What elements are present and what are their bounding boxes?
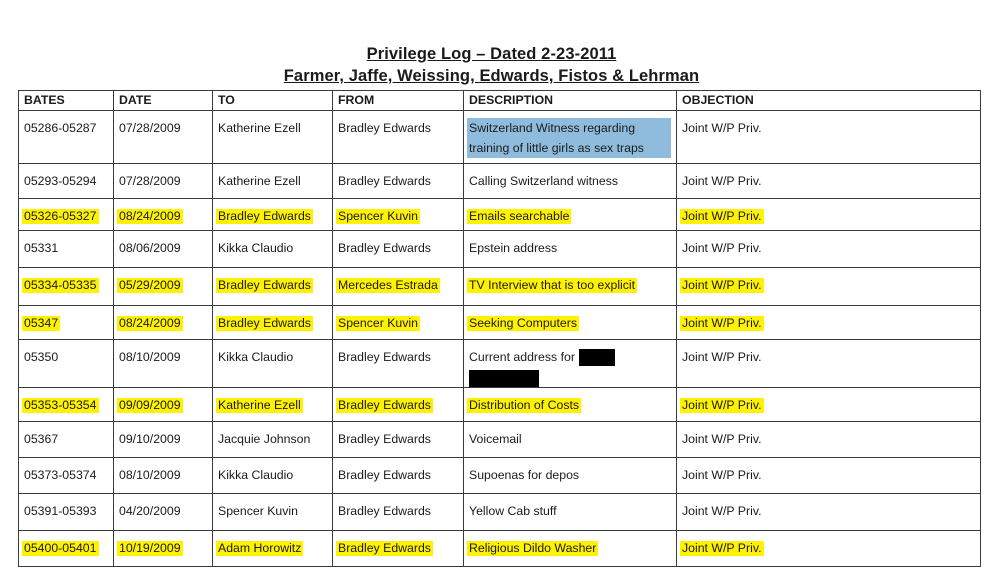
cell-description-text: Supoenas for depos: [469, 468, 580, 483]
cell-objection: [677, 199, 981, 231]
cell-from: [333, 340, 464, 388]
cell-to: [213, 458, 333, 494]
cell-bates: [19, 306, 114, 340]
cell-from-text: Bradley Edwards: [338, 468, 431, 483]
cell-from-text: Bradley Edwards: [338, 121, 431, 135]
cell-bates: [19, 199, 114, 231]
cell-from-text: Bradley Edwards: [338, 350, 431, 364]
cell-from-text: Bradley Edwards: [338, 541, 431, 556]
cell-bates-text: 05353-05354: [24, 398, 97, 413]
cell-to: [213, 494, 333, 531]
cell-to-text: Bradley Edwards: [218, 209, 311, 223]
cell-date-text: 08/10/2009: [119, 468, 181, 483]
cell-bates-text: 05293-05294: [24, 174, 97, 188]
cell-bates-text: 05286-05287: [24, 121, 97, 135]
cell-date: [114, 111, 213, 164]
cell-description-text: TV Interview that is too explicit: [469, 278, 636, 292]
cell-description-text: Distribution of Costs: [469, 398, 580, 413]
cell-date: [114, 306, 213, 340]
cell-date-text: 08/24/2009: [119, 316, 181, 330]
cell-from-text: Mercedes Estrada: [338, 278, 438, 292]
cell-date: [114, 458, 213, 494]
cell-date-text: 08/10/2009: [119, 350, 181, 364]
cell-bates: [19, 231, 114, 268]
cell-to-text: Katherine Ezell: [218, 174, 301, 188]
cell-to-text: Adam Horowitz: [218, 541, 302, 556]
cell-description-text: Calling Switzerland witness: [469, 174, 618, 188]
cell-to-text: Bradley Edwards: [218, 316, 311, 330]
cell-to: [213, 531, 333, 567]
table-row: [19, 494, 981, 531]
cell-bates-text: 05334-05335: [24, 278, 97, 292]
cell-description: [464, 164, 677, 199]
table-row: [19, 340, 981, 388]
cell-description: [464, 388, 677, 422]
cell-date: [114, 199, 213, 231]
cell-description-text: Voicemail: [469, 432, 522, 447]
cell-objection: [677, 531, 981, 567]
header-date: DATE: [114, 91, 213, 111]
header-to: TO: [213, 91, 333, 111]
header-objection: OBJECTION: [677, 91, 981, 111]
cell-objection-text: Joint W/P Priv.: [682, 174, 762, 188]
cell-to: [213, 268, 333, 306]
cell-bates: [19, 268, 114, 306]
cell-description: [464, 340, 677, 388]
cell-bates-text: 05373-05374: [24, 468, 97, 483]
cell-description: [464, 199, 677, 231]
cell-bates-text: 05350: [24, 350, 59, 364]
cell-objection-text: Joint W/P Priv.: [682, 541, 762, 556]
cell-description: [464, 306, 677, 340]
cell-from-text: Bradley Edwards: [338, 432, 431, 447]
cell-from: [333, 268, 464, 306]
cell-from-text: Spencer Kuvin: [338, 209, 418, 223]
table-row: [19, 306, 981, 340]
cell-description-text: Epstein address: [469, 241, 558, 255]
cell-objection-text: Joint W/P Priv.: [682, 504, 762, 519]
table-row: [19, 231, 981, 268]
cell-objection-text: Joint W/P Priv.: [682, 316, 762, 330]
cell-date-text: 05/29/2009: [119, 278, 181, 292]
cell-objection: [677, 458, 981, 494]
cell-date-text: 09/09/2009: [119, 398, 181, 413]
cell-bates: [19, 422, 114, 458]
table-row: [19, 199, 981, 231]
table-row: [19, 388, 981, 422]
table-row: [19, 268, 981, 306]
cell-date: [114, 388, 213, 422]
cell-to-text: Spencer Kuvin: [218, 504, 298, 519]
cell-from: [333, 231, 464, 268]
cell-bates: [19, 388, 114, 422]
cell-date-text: 09/10/2009: [119, 432, 181, 447]
cell-objection: [677, 388, 981, 422]
cell-description-text: Switzerland Witness regarding training of little girls as sex traps: [467, 118, 671, 158]
cell-objection-text: Joint W/P Priv.: [682, 278, 762, 292]
document-title: Privilege Log – Dated 2-23-2011: [366, 45, 617, 63]
cell-bates-text: 05347: [24, 316, 59, 330]
cell-to-text: Bradley Edwards: [218, 278, 311, 292]
cell-from: [333, 164, 464, 199]
cell-to-text: Katherine Ezell: [218, 121, 301, 135]
cell-date: [114, 494, 213, 531]
redaction-bar: [469, 370, 539, 387]
cell-from: [333, 306, 464, 340]
cell-from: [333, 531, 464, 567]
cell-to-text: Kikka Claudio: [218, 350, 294, 364]
cell-objection-text: Joint W/P Priv.: [682, 350, 762, 364]
cell-to: [213, 199, 333, 231]
cell-bates: [19, 494, 114, 531]
cell-objection: [677, 231, 981, 268]
redaction-bar: [579, 349, 615, 366]
cell-description-text: Emails searchable: [469, 209, 570, 223]
cell-date: [114, 422, 213, 458]
cell-objection-text: Joint W/P Priv.: [682, 121, 762, 135]
cell-description: [464, 422, 677, 458]
privilege-log-table: [18, 90, 981, 567]
cell-date: [114, 268, 213, 306]
cell-to-text: Jacquie Johnson: [218, 432, 311, 447]
cell-objection-text: Joint W/P Priv.: [682, 398, 762, 413]
cell-date: [114, 231, 213, 268]
cell-objection: [677, 268, 981, 306]
cell-description-text: Seeking Computers: [469, 316, 577, 330]
cell-date: [114, 164, 213, 199]
cell-to: [213, 164, 333, 199]
cell-description-text: Yellow Cab stuff: [469, 504, 557, 519]
table-row: [19, 111, 981, 164]
table-row: [19, 422, 981, 458]
header-description: DESCRIPTION: [464, 91, 677, 111]
cell-to: [213, 422, 333, 458]
cell-objection: [677, 164, 981, 199]
cell-objection: [677, 306, 981, 340]
cell-bates: [19, 531, 114, 567]
cell-from-text: Bradley Edwards: [338, 504, 431, 519]
cell-date: [114, 531, 213, 567]
cell-to-text: Katherine Ezell: [218, 398, 301, 413]
cell-description: [464, 494, 677, 531]
cell-date-text: 04/20/2009: [119, 504, 181, 519]
cell-description: [464, 111, 677, 164]
cell-date-text: 07/28/2009: [119, 174, 181, 188]
cell-to: [213, 340, 333, 388]
cell-bates-text: 05331: [24, 241, 59, 255]
table-header-row: [19, 91, 981, 111]
header-from: FROM: [333, 91, 464, 111]
cell-description-text: Current address for: [469, 350, 575, 364]
document-subtitle: Farmer, Jaffe, Weissing, Edwards, Fistos & Lehrman: [283, 67, 700, 85]
cell-to-text: Kikka Claudio: [218, 241, 294, 255]
cell-date: [114, 340, 213, 388]
table-row: [19, 164, 981, 199]
cell-date-text: 08/24/2009: [119, 209, 181, 223]
cell-bates-text: 05391-05393: [24, 504, 97, 519]
cell-from-text: Bradley Edwards: [338, 174, 431, 188]
table-row: [19, 531, 981, 567]
cell-objection-text: Joint W/P Priv.: [682, 432, 762, 447]
cell-objection: [677, 422, 981, 458]
header-bates: BATES: [19, 91, 114, 111]
cell-objection: [677, 494, 981, 531]
cell-bates-text: 05326-05327: [24, 209, 97, 223]
cell-description: [464, 531, 677, 567]
cell-from: [333, 199, 464, 231]
cell-bates-text: 05400-05401: [24, 541, 97, 556]
cell-from: [333, 422, 464, 458]
cell-from: [333, 494, 464, 531]
cell-objection-text: Joint W/P Priv.: [682, 468, 762, 483]
cell-to-text: Kikka Claudio: [218, 468, 294, 483]
cell-bates: [19, 111, 114, 164]
table-body: [19, 111, 981, 567]
cell-to: [213, 388, 333, 422]
cell-description: [464, 231, 677, 268]
cell-date-text: 08/06/2009: [119, 241, 181, 255]
cell-date-text: 10/19/2009: [119, 541, 181, 556]
cell-objection: [677, 111, 981, 164]
cell-to: [213, 231, 333, 268]
cell-bates-text: 05367: [24, 432, 59, 447]
cell-from: [333, 458, 464, 494]
cell-objection-text: Joint W/P Priv.: [682, 209, 762, 223]
cell-description: [464, 268, 677, 306]
cell-to: [213, 111, 333, 164]
cell-from-text: Bradley Edwards: [338, 241, 431, 255]
cell-description: [464, 458, 677, 494]
cell-description-text: Religious Dildo Washer: [469, 541, 597, 556]
cell-from: [333, 111, 464, 164]
table-row: [19, 458, 981, 494]
cell-bates: [19, 164, 114, 199]
cell-from-text: Bradley Edwards: [338, 398, 431, 413]
cell-date-text: 07/28/2009: [119, 121, 181, 135]
cell-objection: [677, 340, 981, 388]
cell-from: [333, 388, 464, 422]
cell-objection-text: Joint W/P Priv.: [682, 241, 762, 255]
cell-from-text: Spencer Kuvin: [338, 316, 418, 330]
cell-to: [213, 306, 333, 340]
cell-bates: [19, 340, 114, 388]
cell-bates: [19, 458, 114, 494]
